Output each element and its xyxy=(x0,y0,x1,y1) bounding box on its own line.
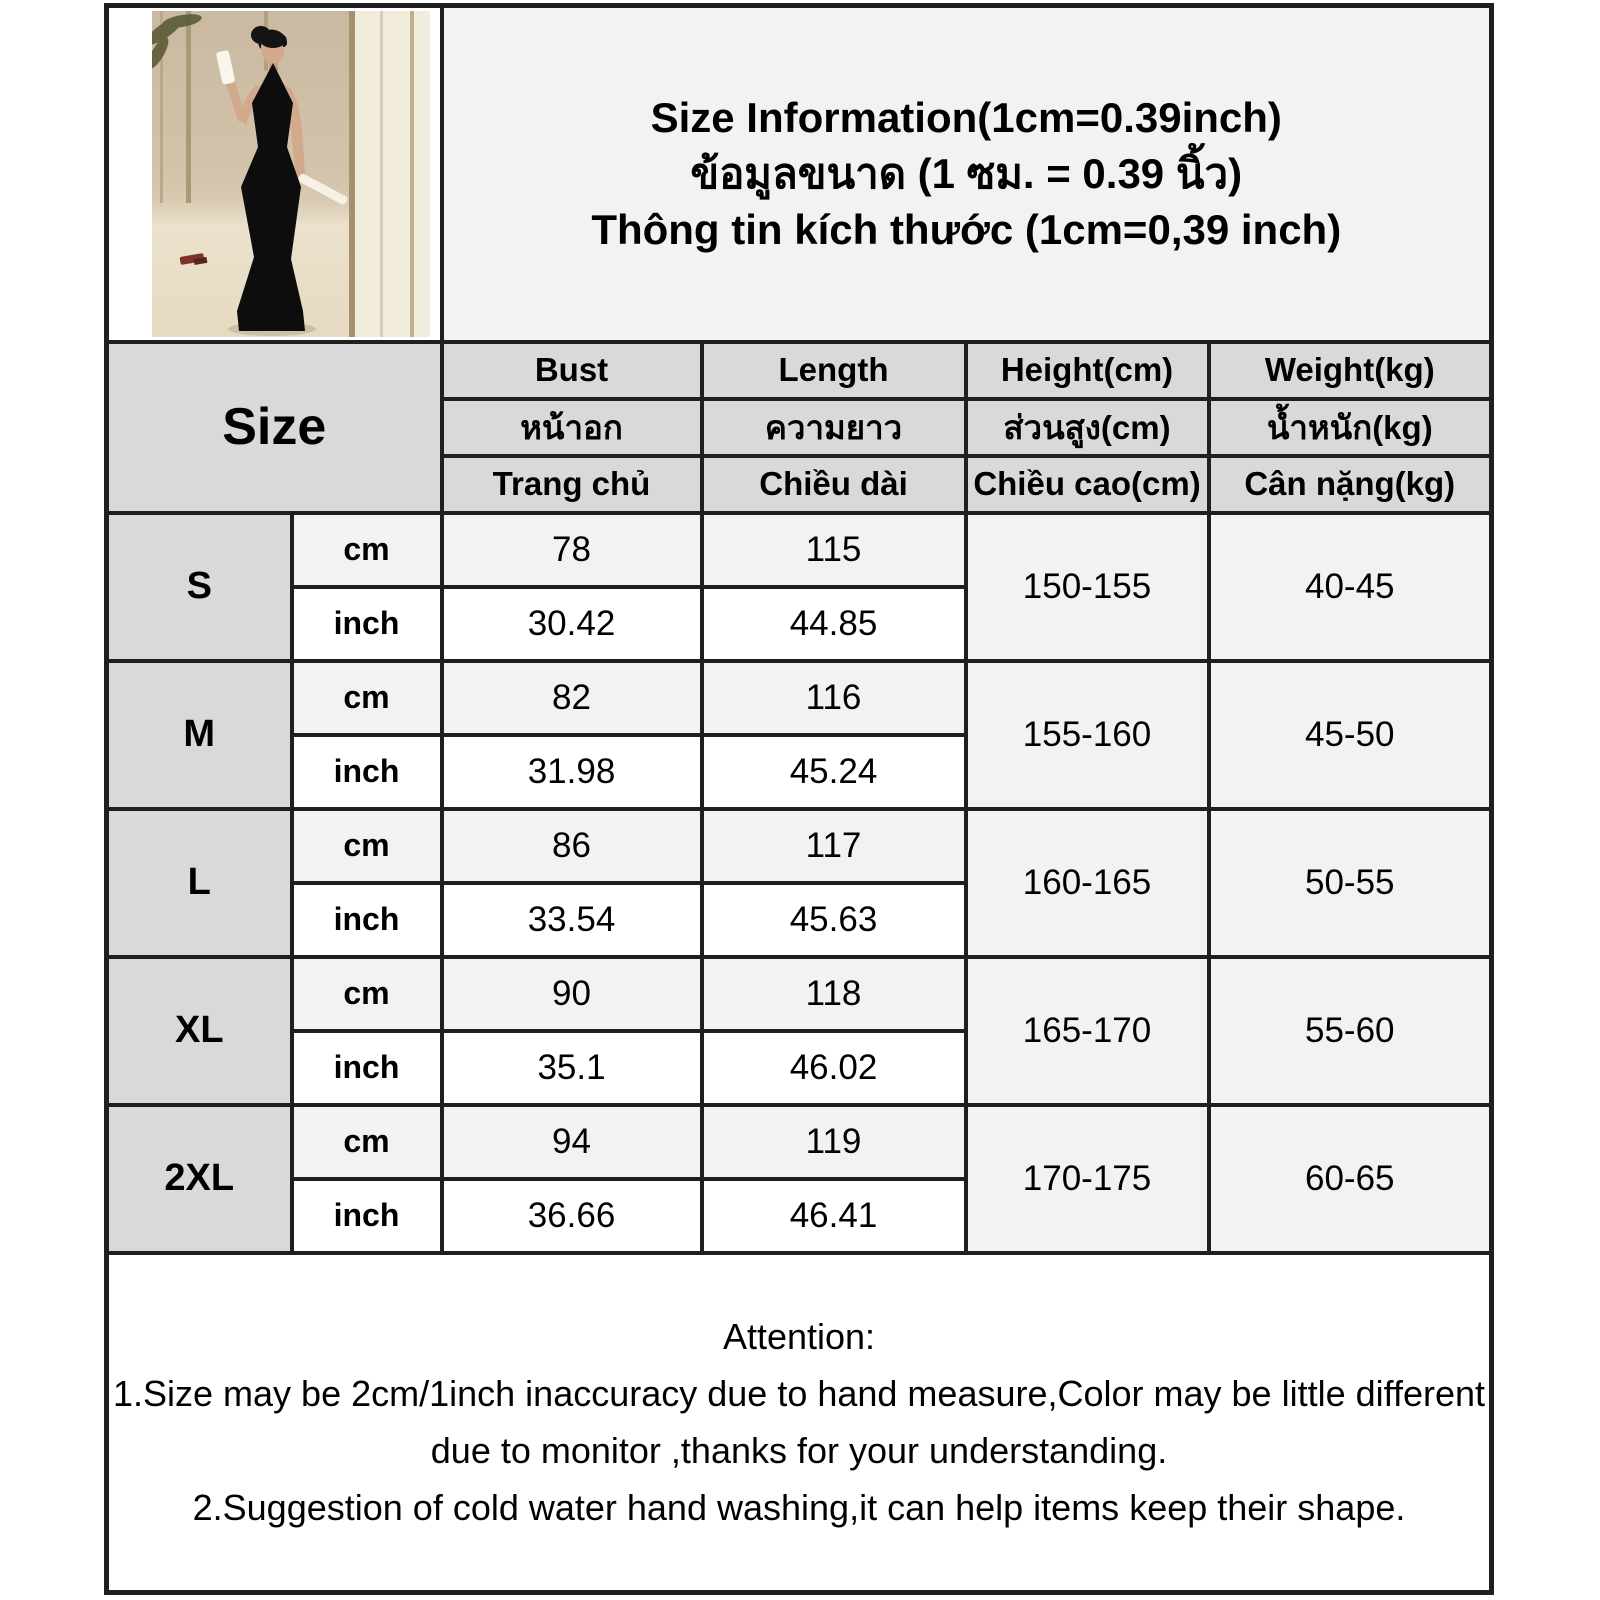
l-length-inch: 45.63 xyxy=(702,883,966,957)
size-xl-label: XL xyxy=(107,957,292,1105)
product-photo-cell xyxy=(107,6,442,342)
plant-leaves xyxy=(152,11,203,71)
size-column-header: Size xyxy=(107,342,442,513)
unit-label-cm: cm xyxy=(292,957,442,1031)
shoes-on-floor xyxy=(179,253,207,265)
title-vi: Thông tin kích thước (1cm=0,39 inch) xyxy=(591,205,1342,253)
product-photo xyxy=(152,11,430,337)
title-th: ข้อมูลขนาด (1 ซม. = 0.39 นิ้ว) xyxy=(690,149,1243,197)
model-figure xyxy=(215,26,348,331)
s-length-inch: 44.85 xyxy=(702,587,966,661)
2xl-bust-cm: 94 xyxy=(442,1105,702,1179)
2xl-length-inch: 46.41 xyxy=(702,1179,966,1253)
title-block xyxy=(444,90,1490,258)
xl-length-inch: 46.02 xyxy=(702,1031,966,1105)
attention-note-2: 2.Suggestion of cold water hand washing,it can help items keep their shape. xyxy=(192,1487,1406,1529)
col-header-length-en: Length xyxy=(702,342,966,399)
2xl-length-cm: 119 xyxy=(702,1105,966,1179)
size-chart-table xyxy=(104,3,1494,1595)
l-bust-inch: 33.54 xyxy=(442,883,702,957)
l-length-cm: 117 xyxy=(702,809,966,883)
unit-label-cm: cm xyxy=(292,661,442,735)
s-weight-range: 40-45 xyxy=(1209,513,1492,661)
l-weight-range: 50-55 xyxy=(1209,809,1492,957)
col-header-height-en: Height(cm) xyxy=(966,342,1209,399)
m-length-inch: 45.24 xyxy=(702,735,966,809)
unit-label-inch: inch xyxy=(292,883,442,957)
l-bust-cm: 86 xyxy=(442,809,702,883)
size-l-label: L xyxy=(107,809,292,957)
product-photo-art xyxy=(152,11,430,337)
unit-label-inch: inch xyxy=(292,1179,442,1253)
col-header-length-th: ความยาว xyxy=(702,399,966,456)
col-header-weight-th: น้ำหนัก(kg) xyxy=(1209,399,1492,456)
unit-label-inch: inch xyxy=(292,735,442,809)
xl-bust-inch: 35.1 xyxy=(442,1031,702,1105)
s-bust-inch: 30.42 xyxy=(442,587,702,661)
title-cell xyxy=(442,6,1492,342)
m-bust-cm: 82 xyxy=(442,661,702,735)
l-height-range: 160-165 xyxy=(966,809,1209,957)
col-header-bust-vi: Trang chủ xyxy=(442,456,702,513)
s-height-range: 150-155 xyxy=(966,513,1209,661)
m-weight-range: 45-50 xyxy=(1209,661,1492,809)
unit-label-cm: cm xyxy=(292,513,442,587)
m-bust-inch: 31.98 xyxy=(442,735,702,809)
unit-label-inch: inch xyxy=(292,1031,442,1105)
attention-cell xyxy=(107,1253,1492,1593)
xl-height-range: 165-170 xyxy=(966,957,1209,1105)
unit-label-cm: cm xyxy=(292,809,442,883)
col-header-height-vi: Chiều cao(cm) xyxy=(966,456,1209,513)
2xl-bust-inch: 36.66 xyxy=(442,1179,702,1253)
xl-weight-range: 55-60 xyxy=(1209,957,1492,1105)
col-header-bust-th: หน้าอก xyxy=(442,399,702,456)
xl-bust-cm: 90 xyxy=(442,957,702,1031)
attention-note-1: 1.Size may be 2cm/1inch inaccuracy due to hand measure,Color may be little different due to monitor ,thanks for your understanding. xyxy=(112,1373,1486,1472)
title-en: Size Information(1cm=0.39inch) xyxy=(650,93,1282,141)
m-length-cm: 116 xyxy=(702,661,966,735)
size-2xl-label: 2XL xyxy=(107,1105,292,1253)
s-bust-cm: 78 xyxy=(442,513,702,587)
col-header-weight-en: Weight(kg) xyxy=(1209,342,1492,399)
xl-length-cm: 118 xyxy=(702,957,966,1031)
size-m-label: M xyxy=(107,661,292,809)
2xl-weight-range: 60-65 xyxy=(1209,1105,1492,1253)
m-height-range: 155-160 xyxy=(966,661,1209,809)
unit-label-inch: inch xyxy=(292,587,442,661)
col-header-weight-vi: Cân nặng(kg) xyxy=(1209,456,1492,513)
col-header-bust-en: Bust xyxy=(442,342,702,399)
unit-label-cm: cm xyxy=(292,1105,442,1179)
col-header-height-th: ส่วนสูง(cm) xyxy=(966,399,1209,456)
attention-heading: Attention: xyxy=(722,1316,876,1358)
2xl-height-range: 170-175 xyxy=(966,1105,1209,1253)
size-s-label: S xyxy=(107,513,292,661)
s-length-cm: 115 xyxy=(702,513,966,587)
col-header-length-vi: Chiều dài xyxy=(702,456,966,513)
